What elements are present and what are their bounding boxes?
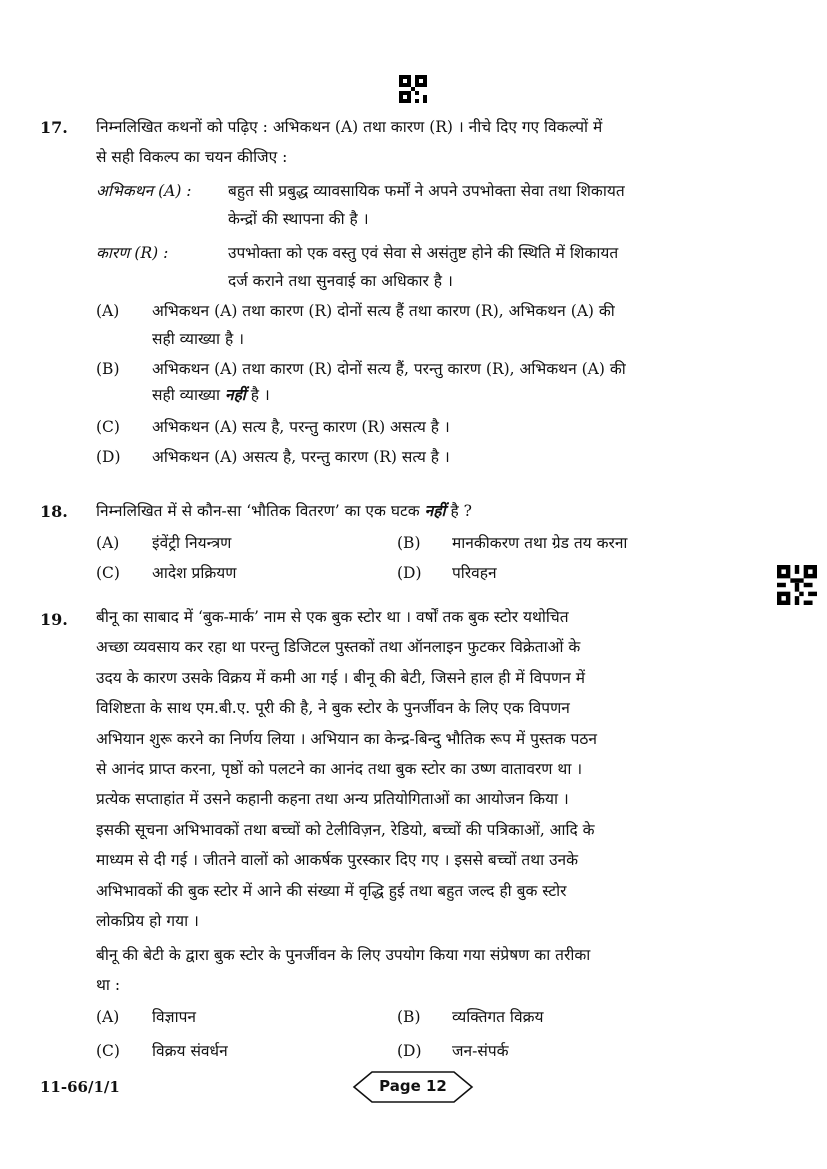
page-number-badge	[352, 1070, 474, 1104]
passage-line: इसकी सूचना अभिभावकों तथा बच्चों को टेलीविज़न, रेडियो, बच्चों की पत्रिकाओं, आदि के	[96, 820, 595, 839]
q18-option-b-key: (B)	[397, 534, 421, 552]
q17-option-d-text: अभिकथन (A) असत्य है, परन्तु कारण (R) सत्य है ।	[152, 448, 450, 466]
passage-line: माध्यम से दी गई । जीतने वालों को आकर्षक पुरस्कार दिए गए । इससे बच्चों तथा उनके	[96, 851, 579, 870]
question-17-stem-line-1: निम्नलिखित कथनों को पढ़िए : अभिकथन (A) तथा कारण (R) । नीचे दिए गए विकल्पों में	[96, 118, 603, 136]
q17-option-b-line-1: अभिकथन (A) तथा कारण (R) दोनों सत्य हैं, परन्तु कारण (R), अभिकथन (A) की	[152, 360, 626, 378]
passage-line: विशिष्टता के साथ एम.बी.ए. पूरी की है, ने बुक स्टोर के पुनर्जीवन के लिए एक विपणन	[96, 699, 570, 718]
q17-option-c-key: (C)	[96, 418, 120, 436]
q19-option-a-text: विज्ञापन	[152, 1008, 196, 1026]
passage-line: बीनू का साबाद में ‘बुक-मार्क’ नाम से एक बुक स्टोर था । वर्षों तक बुक स्टोर यथोचित	[96, 608, 569, 626]
q17-option-c-text: अभिकथन (A) सत्य है, परन्तु कारण (R) असत्य है ।	[152, 418, 450, 436]
q19-option-b-text: व्यक्तिगत विक्रय	[452, 1008, 544, 1026]
qr-code-icon	[399, 75, 427, 103]
question-17-number: 17.	[40, 118, 68, 137]
q17-option-a-line-2: सही व्याख्या है ।	[152, 330, 244, 348]
q17-option-b-pre: सही व्याख्या	[152, 386, 221, 404]
q19-option-d-text: जन-संपर्क	[452, 1042, 509, 1060]
q19-option-c-key: (C)	[96, 1042, 120, 1060]
question-19-number: 19.	[40, 610, 68, 629]
q19-option-c-text: विक्रय संवर्धन	[152, 1042, 228, 1060]
q17-option-a-key: (A)	[96, 302, 120, 320]
q17-option-b-line-2	[152, 380, 270, 410]
q18-option-a-text: इंवेंट्री नियन्त्रण	[152, 534, 232, 552]
question-18-number: 18.	[40, 502, 68, 521]
question-19-passage	[96, 602, 742, 936]
q18-option-b-text: मानकीकरण तथा ग्रेड तय करना	[452, 534, 628, 552]
q18-option-d-key: (D)	[397, 564, 422, 582]
q18-option-c-key: (C)	[96, 564, 120, 582]
q17-option-b-post: है ।	[250, 386, 270, 404]
question-18-stem	[96, 496, 742, 526]
q18-option-a-key: (A)	[96, 534, 120, 552]
passage-line: से आनंद प्राप्त करना, पृष्ठों को पलटने का आनंद तथा बुक स्टोर का उष्ण वातावरण था ।	[96, 760, 583, 779]
q18-option-d-text: परिवहन	[452, 564, 497, 582]
q19-option-b-key: (B)	[397, 1008, 421, 1026]
passage-line: अच्छा व्यवसाय कर रहा था परन्तु डिजिटल पुस्तकों तथा ऑनलाइन फुटकर विक्रेताओं के	[96, 638, 581, 657]
q17-option-b-emphasis: नहीं	[224, 385, 246, 404]
passage-line: अभिभावकों की बुक स्टोर में आने की संख्या में वृद्धि हुई तथा बहुत जल्द ही बुक स्टोर	[96, 881, 567, 900]
passage-line: लोकप्रिय हो गया ।	[96, 912, 199, 931]
page-number-label: Page 12	[379, 1077, 447, 1095]
passage-line: प्रत्येक सप्ताहांत में उसने कहानी कहना तथा अन्य प्रतियोगिताओं का आयोजन किया ।	[96, 790, 569, 809]
passage-line: अभियान शुरू करने का निर्णय लिया । अभियान का केन्द्र-बिन्दु भौतिक रूप में पुस्तक पठन	[96, 729, 597, 748]
reason-label: कारण (R) :	[96, 244, 169, 262]
assertion-text-line-1: बहुत सी प्रबुद्ध व्यावसायिक फर्मों ने अपने उपभोक्ता सेवा तथा शिकायत	[228, 182, 625, 200]
question-18-stem-post: है ?	[450, 502, 472, 520]
question-18-stem-emphasis: नहीं	[424, 501, 446, 520]
reason-text-line-2: दर्ज कराने तथा सुनवाई का अधिकार है ।	[228, 272, 453, 290]
question-19-question-line-2: था :	[96, 976, 121, 994]
question-17-stem-line-2: से सही विकल्प का चयन कीजिए :	[96, 148, 288, 166]
q18-option-c-text: आदेश प्रक्रियण	[152, 564, 237, 582]
question-18-stem-pre: निम्नलिखित में से कौन-सा ‘भौतिक वितरण’ का एक घटक	[96, 502, 420, 520]
question-19-question-line-1: बीनू की बेटी के द्वारा बुक स्टोर के पुनर्जीवन के लिए उपयोग किया गया संप्रेषण का तरीका	[96, 946, 591, 964]
passage-line: उदय के कारण उसके विक्रय में कमी आ गई । बीनू की बेटी, जिसने हाल ही में विपणन में	[96, 668, 586, 687]
q19-option-a-key: (A)	[96, 1008, 120, 1026]
q17-option-a-line-1: अभिकथन (A) तथा कारण (R) दोनों सत्य हैं तथा कारण (R), अभिकथन (A) की	[152, 302, 615, 320]
q19-option-d-key: (D)	[397, 1042, 422, 1060]
paper-code: 11-66/1/1	[40, 1078, 120, 1096]
reason-text-line-1: उपभोक्ता को एक वस्तु एवं सेवा से असंतुष्ट होने की स्थिति में शिकायत	[228, 244, 619, 262]
assertion-text-line-2: केन्द्रों की स्थापना की है ।	[228, 210, 369, 228]
q17-option-b-key: (B)	[96, 360, 120, 378]
assertion-label: अभिकथन (A) :	[96, 182, 192, 200]
side-qr-code-icon	[777, 565, 817, 605]
q17-option-d-key: (D)	[96, 448, 121, 466]
